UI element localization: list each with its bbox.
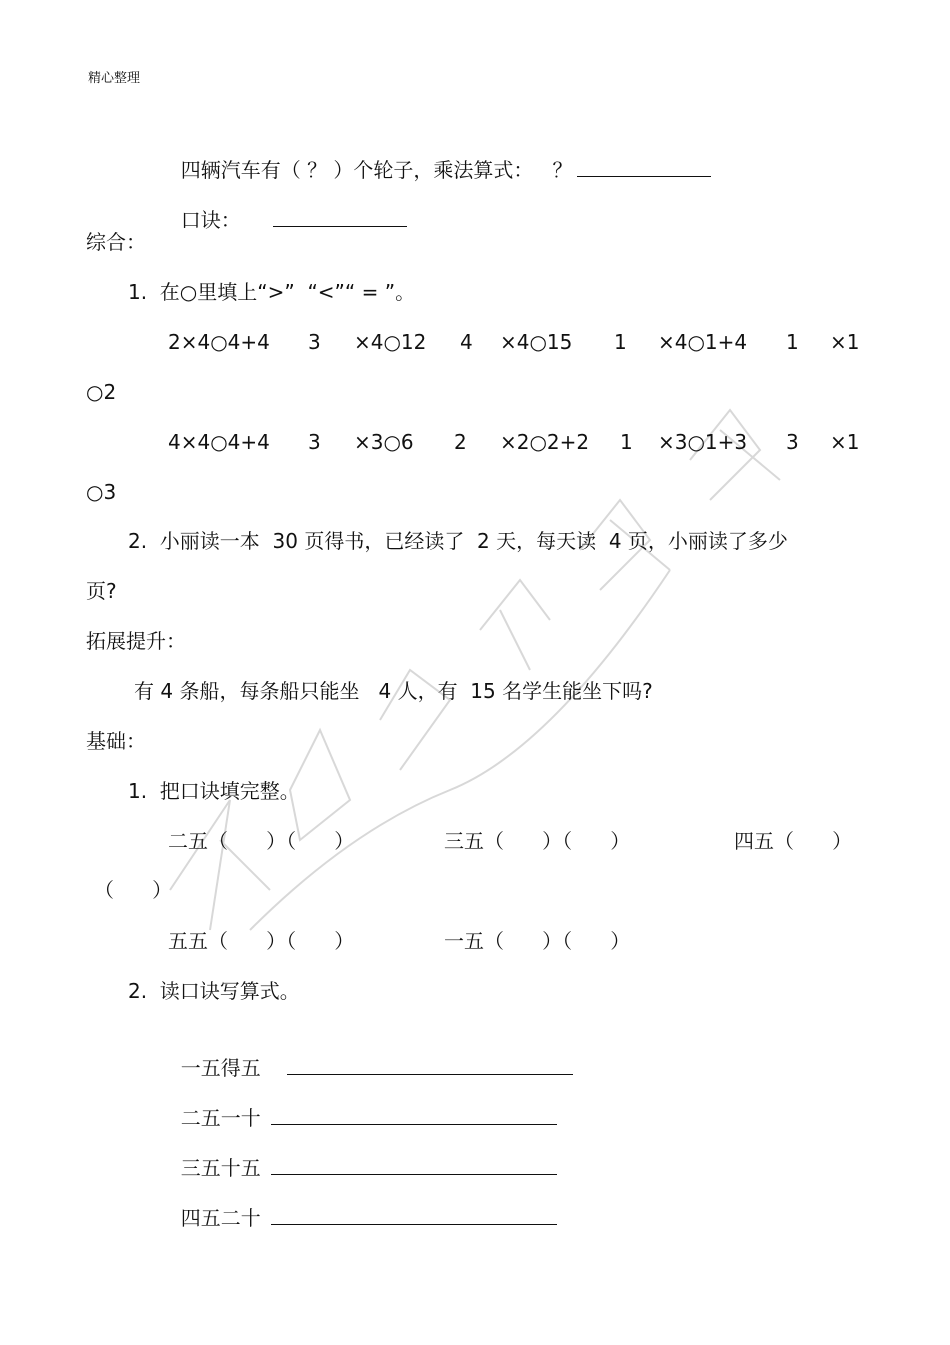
section-title: 拓展提升：: [86, 629, 186, 653]
fill-koujue[interactable]: 五五（ ）（ ）: [168, 929, 355, 953]
compare-cell: 4: [460, 330, 473, 354]
fill-koujue[interactable]: 三五（ ）（ ）: [444, 829, 631, 853]
formula-label: 二五一十: [180, 1106, 261, 1130]
formula-blank[interactable]: [271, 1154, 557, 1175]
compare-cell: ×3○1+3: [658, 430, 748, 454]
formula-blank[interactable]: [287, 1054, 573, 1075]
formula-item: [168, 1178, 557, 1231]
compare-cell: 3: [308, 430, 321, 454]
formula-label: 三五十五: [180, 1156, 261, 1180]
fill-koujue[interactable]: 四五（ ）: [734, 829, 853, 853]
compare-cell: 4×4○4+4: [168, 430, 270, 454]
fill-koujue[interactable]: 一五（ ）（ ）: [444, 929, 631, 953]
koujue-label: 口诀：: [180, 208, 241, 232]
compare-row-wrap: ○2: [86, 380, 117, 404]
formula-blank[interactable]: [271, 1104, 557, 1125]
compare-cell: 1: [786, 330, 799, 354]
formula-label: 四五二十: [180, 1206, 261, 1230]
formula-item: [168, 1028, 573, 1081]
compare-cell: ×3○6: [354, 430, 414, 454]
compare-cell: 1: [614, 330, 627, 354]
compare-row-wrap: ○3: [86, 480, 117, 504]
formula-item: [168, 1078, 557, 1131]
word-problem: 2. 小丽读一本 30 页得书，已经读了 2 天，每天读 4 页，小丽读了多少: [128, 529, 788, 553]
compare-cell: ×1: [830, 430, 860, 454]
compare-cell: ×1: [830, 330, 860, 354]
watermark-graphic: [150, 370, 853, 970]
compare-cell: 3: [308, 330, 321, 354]
answer-blank[interactable]: [577, 156, 711, 177]
compare-cell: ×4○12: [354, 330, 427, 354]
koujue-line: [168, 180, 407, 233]
compare-cell: 2×4○4+4: [168, 330, 270, 354]
question-title: 2. 读口诀写算式。: [128, 979, 300, 1003]
compare-cell: ×4○1+4: [658, 330, 748, 354]
fill-koujue[interactable]: 二五（ ）（ ）: [168, 829, 355, 853]
extension-question: 有 4 条船，每条船只能坐 4 人，有 15 名学生能坐下吗?: [134, 679, 653, 703]
compare-cell: 2: [454, 430, 467, 454]
page-header: 精心整理: [88, 71, 141, 86]
wheels-question: [168, 130, 711, 183]
compare-cell: ×4○15: [500, 330, 573, 354]
formula-blank[interactable]: [271, 1204, 557, 1225]
fill-koujue-wrap[interactable]: （ ）: [94, 878, 173, 902]
koujue-blank[interactable]: [273, 206, 407, 227]
compare-cell: 3: [786, 430, 799, 454]
compare-cell: ×2○2+2: [500, 430, 590, 454]
formula-label: 一五得五: [180, 1056, 261, 1080]
word-problem-wrap: 页?: [86, 579, 117, 603]
formula-item: [168, 1128, 557, 1181]
question-title: 1. 在○里填上“>” “<”“ = ”。: [128, 280, 416, 304]
question-title: 1. 把口诀填完整。: [128, 779, 300, 803]
section-title: 综合：: [86, 230, 146, 254]
compare-cell: 1: [620, 430, 633, 454]
wheels-question-text: 四辆汽车有（ ？ ）个轮子，乘法算式： ？: [180, 158, 573, 182]
section-title: 基础：: [86, 729, 146, 753]
